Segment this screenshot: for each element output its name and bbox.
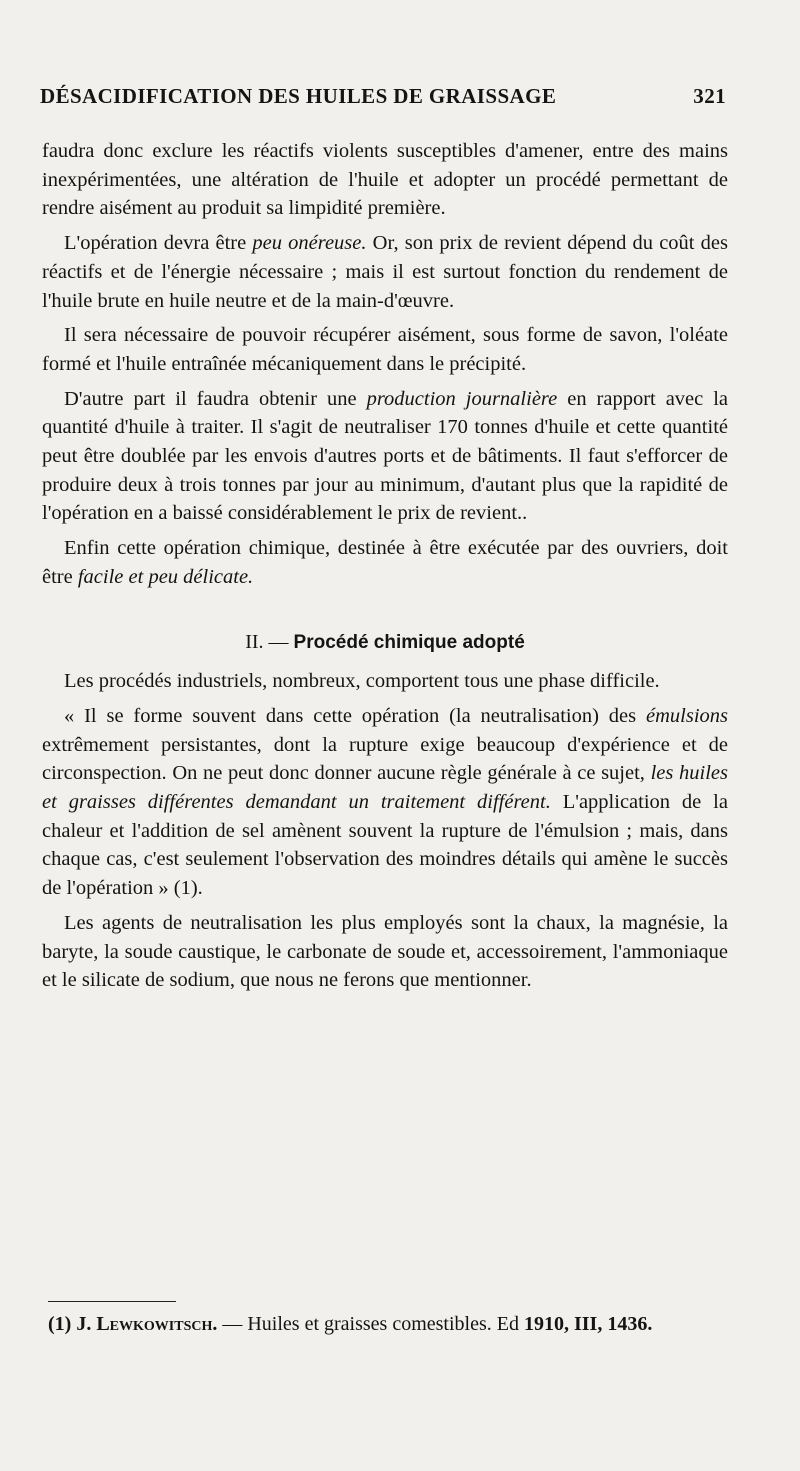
- emphasis-text: émulsions: [646, 704, 728, 727]
- paragraph-quotation: [42, 702, 728, 903]
- footnote-rule: [48, 1301, 176, 1302]
- header-title: DÉSACIDIFICATION DES HUILES DE GRAISSAGE: [40, 84, 557, 108]
- emphasis-text: peu onéreuse.: [252, 232, 367, 255]
- paragraph-production: [42, 385, 728, 529]
- section-number: II. —: [245, 630, 294, 653]
- paragraph-processes: [42, 667, 728, 696]
- footnote-text: — Huiles et graisses comestibles. Ed: [217, 1313, 524, 1335]
- paragraph-recovery: [42, 321, 728, 378]
- section-heading: [42, 628, 728, 658]
- footnote-author: J. Lewkowitsch.: [76, 1313, 218, 1335]
- paragraph-text: « Il se forme souvent dans cette opération (la neutralisation) des: [64, 704, 646, 727]
- paragraph-text: en rapport avec la quantité d'huile à traiter. Il s'agit de neutraliser 170 tonnes d'huile et cette quantité peut être doublée par les envois d'autres ports et de bâtiments. Il faut s'efforcer de produire deux à trois tonnes par jour au minimum, d'autant plus que la rapidité de l'opération en a baissé considérablement le prix de revient..: [42, 387, 729, 525]
- paragraph-text: L'opération devra être: [64, 232, 253, 255]
- paragraph-text: D'autre part il faudra obtenir une: [64, 387, 367, 410]
- running-header: [40, 84, 726, 109]
- body-text: [42, 137, 728, 1001]
- paragraph-continuation: [42, 137, 728, 223]
- paragraph-text: Enfin cette opération chimique, destinée à être exécutée par des ouvriers, doit être: [42, 537, 728, 588]
- paragraph-cost: [42, 229, 728, 315]
- footnote-marker: (1): [48, 1313, 77, 1335]
- paragraph-text: Les agents de neutralisation les plus employés sont la chaux, la magnésie, la baryte, la soude caustique, le carbonate de soude et, accessoirement, l'ammoniaque et le silicate de sodium, que nous ne ferons que mentionner.: [42, 911, 728, 992]
- emphasis-text: facile et peu délicate.: [77, 565, 254, 588]
- paragraph-text: Il sera nécessaire de pouvoir récupérer aisément, sous forme de savon, l'oléate formé et l'huile entraînée mécaniquement dans le précipité.: [42, 324, 728, 375]
- emphasis-text: production journalière: [366, 387, 558, 410]
- paragraph-text: faudra donc exclure les réactifs violents susceptibles d'amener, entre des mains inexpérimentées, une altération de l'huile et adopter un procédé permettant de rendre aisément au produit sa limpidité première.: [42, 140, 728, 220]
- paragraph-text: Or, son prix de revient dépend du coût des réactifs et de l'énergie nécessaire ; mais il est surtout fonction du rendement de l'huile brute en huile neutre et de la main-d'œuvre.: [42, 232, 728, 312]
- paragraph-text: L'application de la chaleur et l'addition de sel amènent souvent la rupture de l'émulsion ; mais, dans chaque cas, c'est seulement l'observation des moindres détails qui amène le succès de l'opération » (1).: [42, 791, 728, 900]
- paragraph-text: extrêmement persistantes, dont la rupture exige beaucoup d'expérience et de circonspection. On ne peut donc donner aucune règle générale à ce sujet,: [42, 733, 728, 785]
- footnote: [48, 1310, 726, 1339]
- section-title: Procédé chimique adopté: [293, 631, 525, 653]
- page-number: 321: [693, 84, 726, 108]
- footnote-edition: 1910, III, 1436.: [523, 1313, 653, 1335]
- emphasis-text: les huiles et graisses différentes demandant un traitement différent.: [42, 762, 728, 814]
- paragraph-ease: [42, 534, 728, 591]
- paragraph-text: Les procédés industriels, nombreux, comportent tous une phase difficile.: [64, 670, 660, 693]
- paragraph-agents: [42, 909, 728, 995]
